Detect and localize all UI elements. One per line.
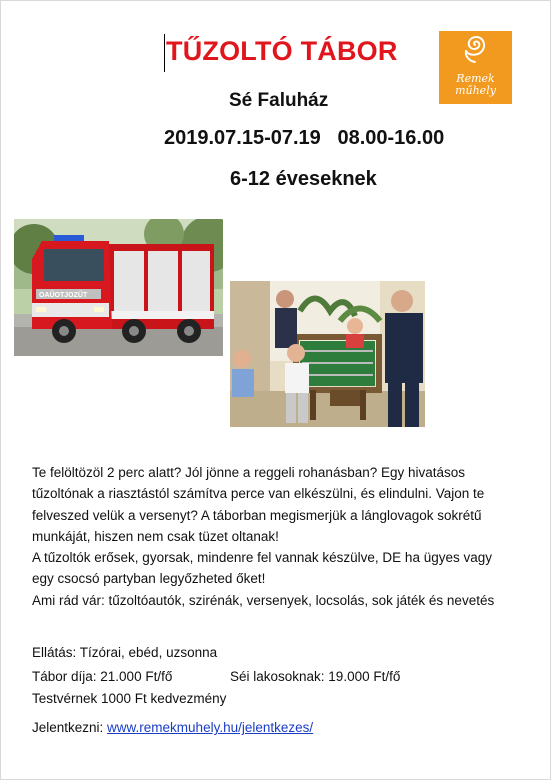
signup-link[interactable]: www.remekmuhely.hu/jelentkezes/ [107,720,314,735]
camp-price: Tábor díja: 21.000 Ft/fő [32,669,173,684]
signup-label: Jelentkezni: [32,720,108,735]
description-text [32,462,512,611]
signup-row [32,718,313,738]
text-cursor [164,34,165,72]
logo-text-line1: Remek [456,72,495,85]
age-group: 6-12 éveseknek [230,168,377,190]
remekmuhely-logo[interactable] [439,31,512,104]
fire-truck-photo [14,219,223,356]
venue: Sé Faluház [229,90,329,111]
logo-text-line2: műhely [455,84,496,97]
local-resident-price: Séi lakosoknak: 19.000 Ft/fő [230,669,401,684]
truck-lettering: OAŰOTJOZŰT [39,292,88,299]
flyer-title: TŰZOLTÓ TÁBOR [166,36,398,66]
sibling-discount: Testvérnek 1000 Ft kedvezmény [32,691,227,706]
dates-and-hours: 2019.07.15-07.19 08.00-16.00 [164,127,445,149]
catering-info: Ellátás: Tízórai, ebéd, uzsonna [32,645,218,660]
paragraph-activities: Ami rád vár: tűzoltóautók, szirénák, versenyek, locsolás, sok játék és nevetés [32,592,495,608]
paragraph-intro: Te felöltözöl 2 perc alatt? Jól jönne a reggeli rohanásban? Egy hivatásos tűzoltónak a riasztástól számítva perce van elkészülni, és elindulni. Vajon te felveszed velük a versenyt? A táborban megismerjük a lánglovagok sokrétű munkáját, hiszen nem csak tüzet oltanak! [32,465,485,544]
paragraph-foosball: A tűzoltók erősek, gyorsak, mindenre fel vannak készülve, DE ha ügyes vagy egy csocsó partyban legyőzheted őket! [32,550,492,587]
spiral-icon [439,31,512,73]
foosball-photo [230,281,425,427]
price-row [32,667,401,687]
